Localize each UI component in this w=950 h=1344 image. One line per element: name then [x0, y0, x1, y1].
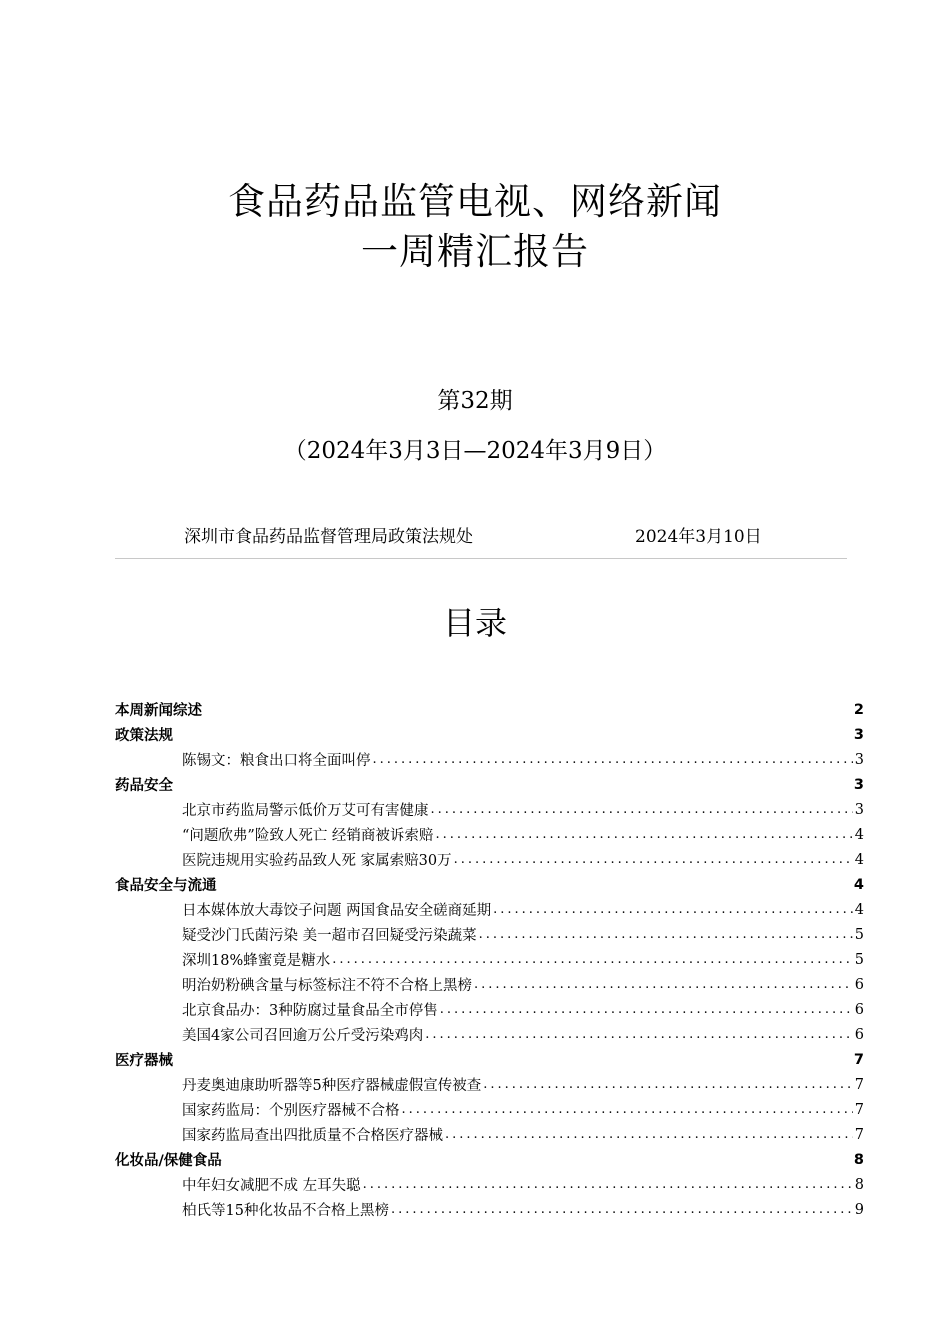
toc-item[interactable] — [115, 972, 864, 997]
report-title-line2: 一周精汇报告 — [361, 230, 589, 273]
toc-entry-text: 柏氏等15种化妆品不合格上黑榜 — [182, 1203, 389, 1219]
toc-page-number: 8 — [853, 1151, 864, 1168]
toc-leader-dots — [373, 753, 853, 767]
toc-item[interactable] — [115, 997, 864, 1022]
toc-section[interactable] — [115, 872, 864, 897]
toc-page-number: 4 — [854, 826, 864, 843]
toc-page-number: 4 — [854, 851, 864, 868]
toc-page-number: 7 — [854, 1076, 864, 1093]
toc-entry-text: 陈锡文：粮食出口将全面叫停 — [182, 753, 371, 769]
toc-page-number: 7 — [854, 1101, 864, 1118]
toc-entry-text: 疑受沙门氏菌污染 美一超市召回疑受污染蔬菜 — [182, 928, 477, 944]
toc-item[interactable] — [115, 747, 864, 772]
toc-leader-dots — [454, 853, 853, 867]
toc-page-number: 2 — [853, 701, 864, 718]
toc-entry-text: 医院违规用实验药品致人死 家属索赔30万 — [182, 853, 452, 869]
toc-page-number: 8 — [854, 1176, 864, 1193]
toc-leader-dots — [474, 978, 853, 992]
toc-page-number: 7 — [854, 1126, 864, 1143]
toc-entry-text: 国家药监局：个别医疗器械不合格 — [182, 1103, 400, 1119]
toc-page-number: 5 — [854, 926, 864, 943]
toc-section[interactable] — [115, 697, 864, 722]
toc-leader-dots — [332, 953, 853, 967]
toc-leader-dots — [483, 1078, 853, 1092]
toc-page-number: 4 — [854, 901, 864, 918]
toc-heading: 目录 — [442, 604, 507, 642]
toc-item[interactable] — [115, 1197, 864, 1222]
toc-entry-text: 国家药监局查出四批质量不合格医疗器械 — [182, 1128, 443, 1144]
toc-entry-text: 北京市药监局警示低价万艾可有害健康 — [182, 803, 429, 819]
toc-leader-dots — [445, 1128, 853, 1142]
issue-number: 第32期 — [437, 388, 513, 414]
toc-entry-text: 本周新闻综述 — [115, 703, 202, 719]
toc-entry-text: 美国4家公司召回逾万公斤受污染鸡肉 — [182, 1028, 424, 1044]
toc-leader-dots — [440, 1003, 853, 1017]
toc-entry-text: 北京食品办：3种防腐过量食品全市停售 — [182, 1003, 438, 1019]
toc-item[interactable] — [115, 847, 864, 872]
toc-page-number: 3 — [853, 726, 864, 743]
toc-entry-text: 政策法规 — [115, 728, 173, 744]
toc-entry-text: 药品安全 — [115, 778, 173, 794]
toc-entry-text: 日本媒体放大毒饺子问题 两国食品安全磋商延期 — [182, 903, 492, 919]
toc-leader-dots — [479, 928, 853, 942]
toc-item[interactable] — [115, 822, 864, 847]
toc-entry-text: 医疗器械 — [115, 1053, 173, 1069]
toc-entry-text: 食品安全与流通 — [115, 878, 217, 894]
toc-page-number: 6 — [854, 976, 864, 993]
toc-page-number: 3 — [853, 776, 864, 793]
toc-page-number: 7 — [853, 1051, 864, 1068]
toc-leader-dots — [431, 803, 853, 817]
publish-date: 2024年3月10日 — [635, 527, 762, 547]
toc-entry-text: “问题欣弗”险致人死亡 经销商被诉索赔 — [182, 828, 434, 844]
toc-entry-text: 化妆品/保健食品 — [115, 1153, 222, 1169]
toc-entry-text: 深圳18%蜂蜜竟是糖水 — [182, 953, 331, 969]
toc-leader-dots — [493, 903, 853, 917]
toc-page-number: 6 — [854, 1001, 864, 1018]
toc-leader-dots — [363, 1178, 853, 1192]
toc-page-number: 4 — [853, 876, 864, 893]
report-title-line1: 食品药品监管电视、网络新闻 — [228, 180, 722, 223]
toc-page-number: 3 — [854, 751, 864, 768]
issue-date-range: （2024年3月3日—2024年3月9日） — [283, 438, 667, 464]
toc-section[interactable] — [115, 772, 864, 797]
publisher-organization: 深圳市食品药品监督管理局政策法规处 — [184, 527, 473, 547]
toc-item[interactable] — [115, 922, 864, 947]
header-divider — [115, 558, 847, 559]
toc-entry-text: 明治奶粉碘含量与标签标注不符不合格上黑榜 — [182, 978, 472, 994]
toc-leader-dots — [391, 1203, 853, 1217]
toc-item[interactable] — [115, 1172, 864, 1197]
toc-section[interactable] — [115, 722, 864, 747]
toc-item[interactable] — [115, 1122, 864, 1147]
toc-section[interactable] — [115, 1047, 864, 1072]
toc-item[interactable] — [115, 1022, 864, 1047]
toc-item[interactable] — [115, 1097, 864, 1122]
toc-item[interactable] — [115, 897, 864, 922]
table-of-contents — [115, 697, 864, 1222]
toc-entry-text: 丹麦奥迪康助听器等5种医疗器械虚假宣传被查 — [182, 1078, 482, 1094]
toc-item[interactable] — [115, 797, 864, 822]
toc-item[interactable] — [115, 947, 864, 972]
toc-entry-text: 中年妇女减肥不成 左耳失聪 — [182, 1178, 361, 1194]
toc-item[interactable] — [115, 1072, 864, 1097]
toc-leader-dots — [435, 828, 852, 842]
toc-page-number: 5 — [854, 951, 864, 968]
toc-page-number: 9 — [854, 1201, 864, 1218]
toc-leader-dots — [425, 1028, 853, 1042]
toc-page-number: 6 — [854, 1026, 864, 1043]
toc-leader-dots — [402, 1103, 853, 1117]
toc-page-number: 3 — [854, 801, 864, 818]
toc-section[interactable] — [115, 1147, 864, 1172]
